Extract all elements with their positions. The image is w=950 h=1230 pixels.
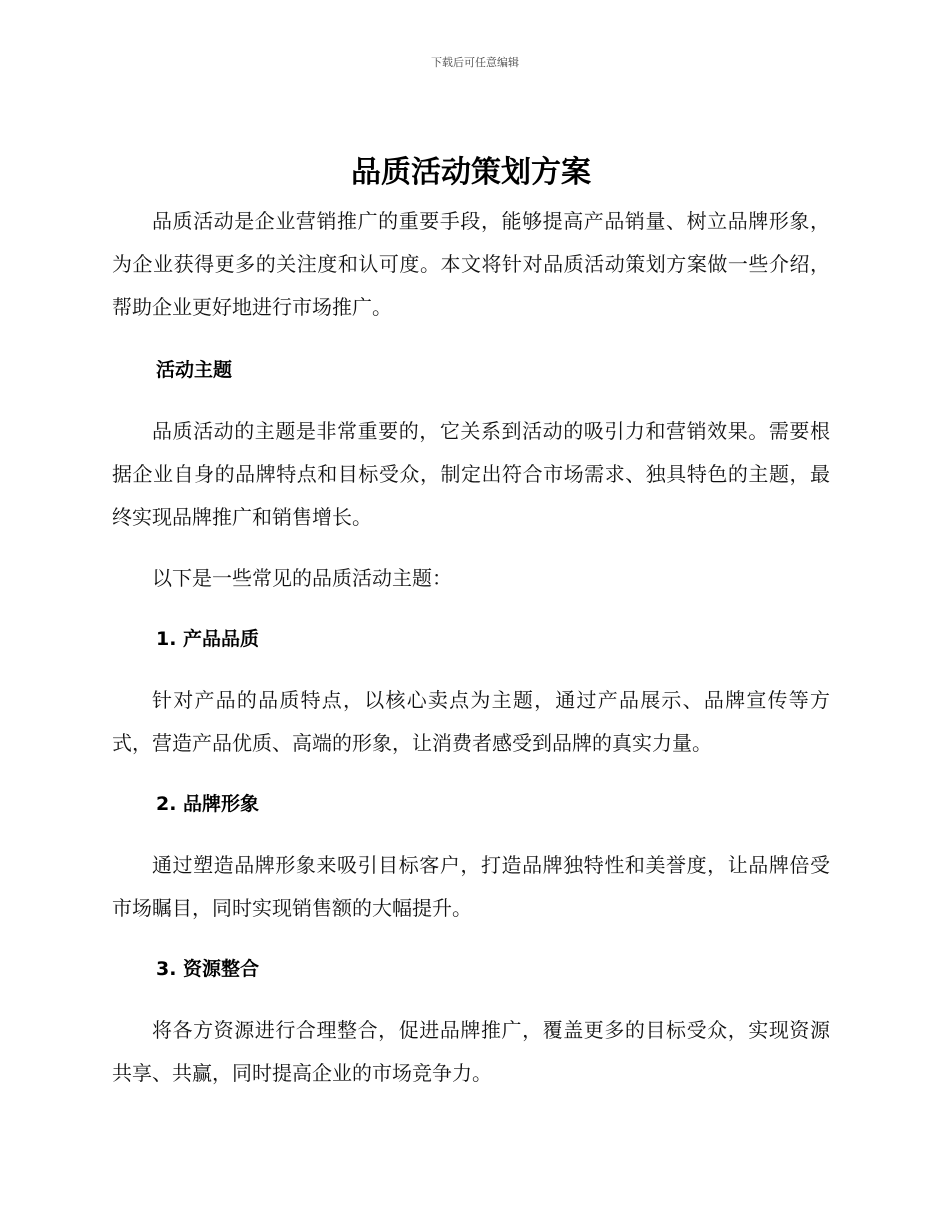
- item-heading-resource-integration: 3. 资源整合: [156, 958, 260, 980]
- item-heading-brand-image: 2. 品牌形象: [156, 793, 260, 815]
- theme-paragraph: 品质活动的主题是非常重要的，它关系到活动的吸引力和营销效果。需要根据企业自身的品牌特点和目标受众，制定出符合市场需求、独具特色的主题，最终实现品牌推广和销售增长。: [112, 419, 830, 529]
- intro-paragraph: 品质活动是企业营销推广的重要手段，能够提高产品销量、树立品牌形象，为企业获得更多的关注度和认可度。本文将针对品质活动策划方案做一些介绍，帮助企业更好地进行市场推广。: [112, 209, 830, 319]
- section-heading-theme: 活动主题: [156, 359, 233, 381]
- page-header-note: 下载后可任意编辑: [431, 56, 519, 69]
- item-heading-product-quality: 1. 产品品质: [156, 628, 260, 650]
- item-paragraph-resource-integration: 将各方资源进行合理整合，促进品牌推广，覆盖更多的目标受众，实现资源共享、共赢，同时提高企业的市场竞争力。: [112, 1018, 830, 1085]
- document-body: [112, 150, 830, 1095]
- theme-list-intro: 以下是一些常见的品质活动主题：: [152, 566, 452, 590]
- item-paragraph-brand-image: 通过塑造品牌形象来吸引目标客户，打造品牌独特性和美誉度，让品牌倍受市场瞩目，同时实现销售额的大幅提升。: [112, 853, 830, 920]
- item-paragraph-product-quality: 针对产品的品质特点，以核心卖点为主题，通过产品展示、品牌宣传等方式，营造产品优质、高端的形象，让消费者感受到品牌的真实力量。: [112, 688, 830, 755]
- document-title: 品质活动策划方案: [351, 155, 591, 190]
